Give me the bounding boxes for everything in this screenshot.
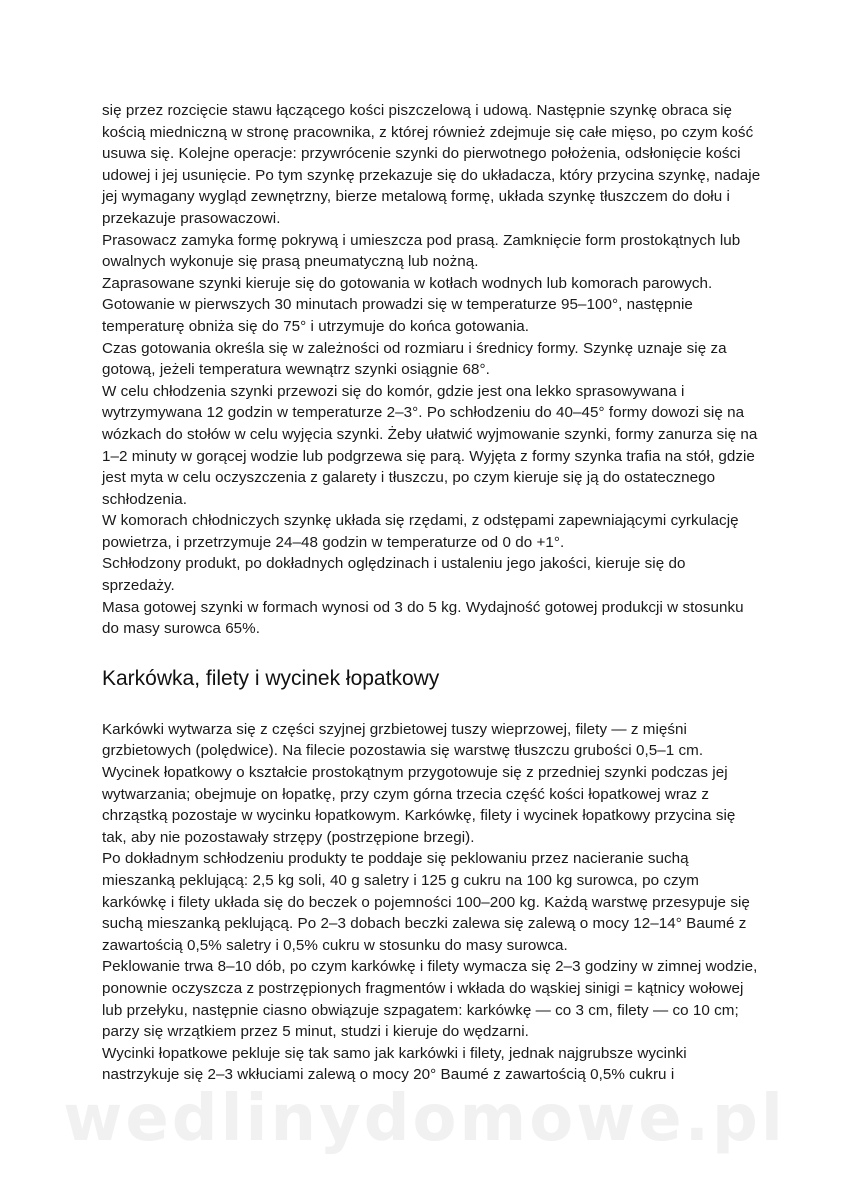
- paragraph: Po dokładnym schłodzeniu produkty te poddaje się peklowaniu przez nacieranie suchą mieszanką peklującą: 2,5 kg soli, 40 g saletry i 125 g cukru na 100 kg surowca, po czym karkówkę i filety układa się do beczek o pojemności 100–200 kg. Każdą warstwę przesypuje się suchą mieszanką peklującą. Po 2–3 dobach beczki zalewa się zalewą o mocy 12–14° Baumé z zawartością 0,5% saletry i 0,5% cukru w stosunku do masy surowca.: [102, 850, 750, 954]
- watermark: wedlinydomowe.pl: [63, 1082, 786, 1156]
- paragraph: Wycinki łopatkowe pekluje się tak samo jak karkówki i filety, jednak najgrubsze wycinki nastrzykuje się 2–3 wkłuciami zalewą o mocy 20° Baumé z zawartością 0,5% cukru i: [102, 1044, 687, 1084]
- paragraph: Zaprasowane szynki kieruje się do gotowania w kotłach wodnych lub komorach parowych. Gotowanie w pierwszych 30 minutach prowadzi się w temperaturze 95–100°, następnie temperaturę obniża się do 75° i utrzymuje do końca gotowania.: [102, 274, 713, 335]
- paragraph: Czas gotowania określa się w zależności od rozmiaru i średnicy formy. Szynkę uznaje się za gotową, jeżeli temperatura wewnątrz szynki osiągnie 68°.: [102, 339, 727, 379]
- section-ham-processing: [102, 100, 762, 640]
- paragraph: W komorach chłodniczych szynkę układa się rzędami, z odstępami zapewniającymi cyrkulację powietrza, i przetrzymuje 24–48 godzin w temperaturze od 0 do +1°.: [102, 512, 739, 551]
- paragraph: Schłodzony produkt, po dokładnych oględzinach i ustaleniu jego jakości, kieruje się do sprzedaży.: [102, 555, 686, 595]
- paragraph: Peklowanie trwa 8–10 dób, po czym karkówkę i filety wymacza się 2–3 godziny w zimnej wodzie, ponownie oczyszcza z postrzępionych fragmentów i wkłada do wąskiej sinigi = kątnicy wołowej lub przełyku, następnie ciasno obwiązuje szpagatem: karkówkę — co 3 cm, filety — co 10 cm; parzy się wrzątkiem przez 5 minut, studzi i kieruje do wędzarni.: [102, 958, 758, 1041]
- paragraph: W celu chłodzenia szynki przewozi się do komór, gdzie jest ona lekko sprasowywana i wytrzymywana 12 godzin w temperaturze 2–3°. Po schłodzeniu do 40–45° formy dowozi się na wózkach do stołów w celu wyjęcia szynki. Żeby ułatwić wyjmowanie szynki, formy zanurza się na 1–2 minuty w gorącej wodzie lub podgrzewa się parą. Wyjęta z formy szynka trafia na stół, gdzie jest myta w celu oczyszczenia z galarety i tłuszczu, po czym kieruje się ją do ostatecznego schłodzenia.: [102, 382, 758, 508]
- paragraph: Karkówki wytwarza się z części szyjnej grzbietowej tuszy wieprzowej, filety — z mięśni grzbietowych (polędwice). Na filecie pozostawia się warstwę tłuszczu grubości 0,5–1 cm. Wycinek łopatkowy o kształcie prostokątnym przygotowuje się z przedniej szynki podczas jej wytwarzania; obejmuje on łopatkę, przy czym górna trzecia część kości łopatkowej wraz z chrząstką pozostaje w wycinku łopatkowym. Karkówkę, filety i wycinek łopatkowy przycina się tak, aby nie pozostawały strzępy (postrzępione brzegi).: [102, 720, 736, 846]
- document-page: [102, 100, 762, 1086]
- section-karkowka: [102, 719, 762, 1086]
- section-heading: Karkówka, filety i wycinek łopatkowy: [102, 666, 440, 690]
- paragraph: się przez rozcięcie stawu łączącego kości piszczelową i udową. Następnie szynkę obraca się kością miedniczną w stronę pracownika, z której również zdejmuje się całe mięso, po czym kość usuwa się. Kolejne operacje: przywrócenie szynki do pierwotnego położenia, odsłonięcie kości udowej i jej usunięcie. Po tym szynkę przekazuje się do układacza, który przycina szynkę, nadaje jej wymagany wygląd zewnętrzny, bierze metalową formę, układa szynkę tłuszczem do dołu i przekazuje prasowaczowi.: [102, 102, 761, 227]
- paragraph: Prasowacz zamyka formę pokrywą i umieszcza pod prasą. Zamknięcie form prostokątnych lub owalnych wykonuje się prasą pneumatyczną lub nożną.: [102, 231, 741, 271]
- paragraph: Masa gotowej szynki w formach wynosi od 3 do 5 kg. Wydajność gotowej produkcji w stosunku do masy surowca 65%.: [102, 598, 744, 638]
